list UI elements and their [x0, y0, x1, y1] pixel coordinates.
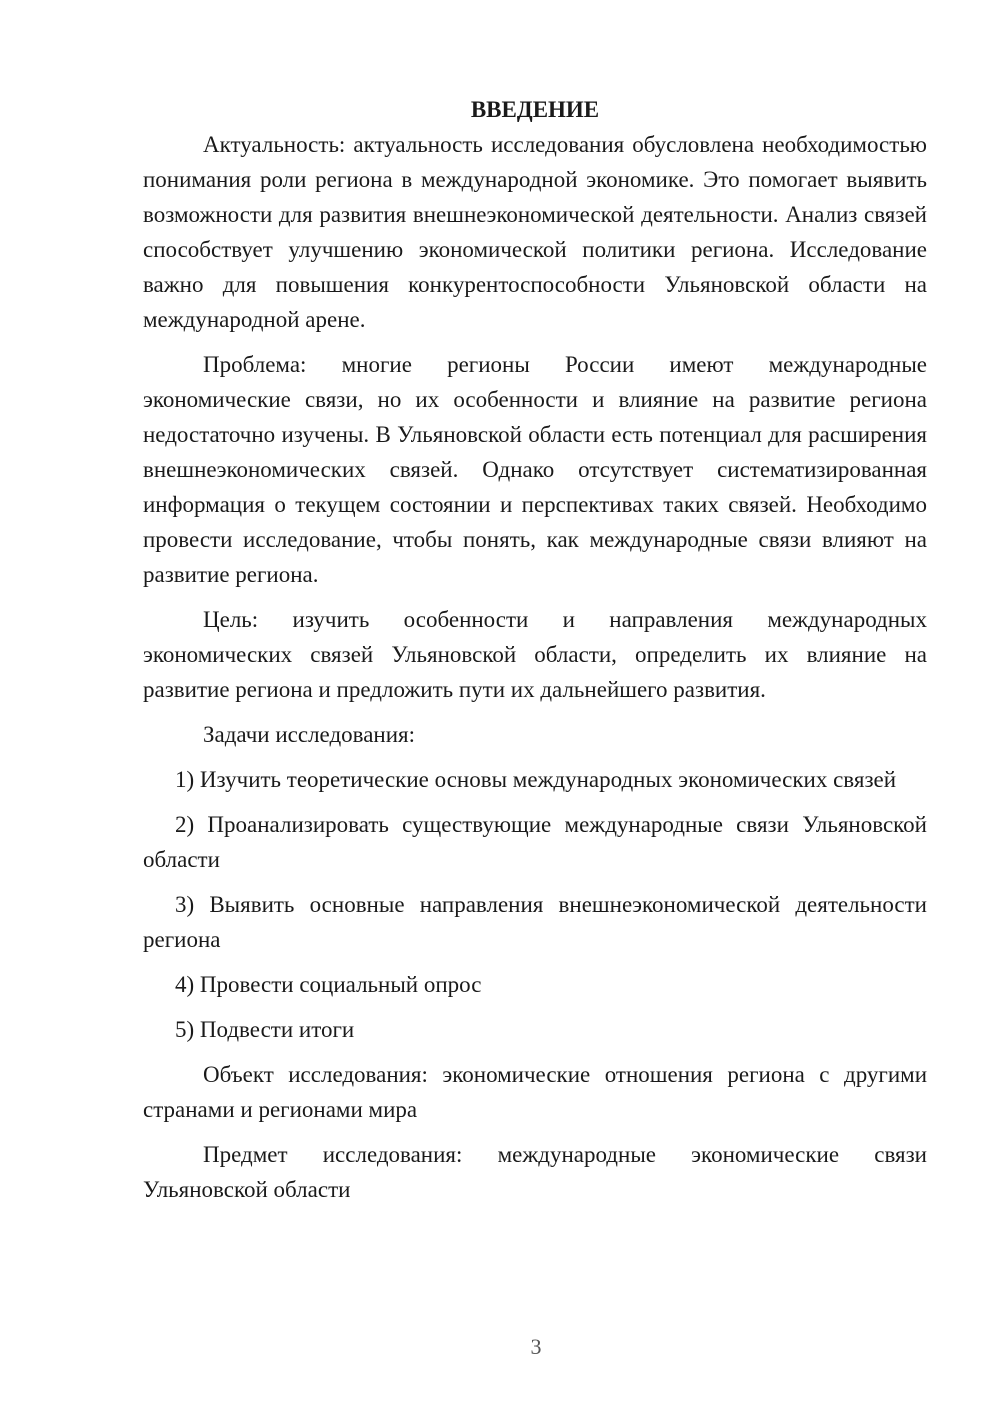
relevance-paragraph: Актуальность: актуальность исследования обусловлена необходимостью понимания роли региона в международной экономике. Это помогает выявить возможности для развития внешнеэкономической деятельности. Анализ связей способствует улучшению экономической политики региона. Исследование важно для повышения конкурентоспособности Ульяновской области на международной арене. — [143, 132, 927, 332]
list-item: 5) Подвести итоги — [175, 1017, 355, 1042]
document-body — [143, 92, 927, 1207]
goal-paragraph: Цель: изучить особенности и направления международных экономических связей Ульяновской области, определить их влияние на развитие региона и предложить пути их дальнейшего развития. — [143, 607, 927, 702]
list-item: 4) Провести социальный опрос — [175, 972, 482, 997]
subject-paragraph: Предмет исследования: международные экономические связи Ульяновской области — [143, 1142, 927, 1202]
page-title: ВВЕДЕНИЕ — [470, 97, 600, 122]
tasks-heading: Задачи исследования: — [203, 722, 416, 747]
object-paragraph: Объект исследования: экономические отношения региона с другими странами и регионами мира — [143, 1062, 927, 1122]
list-item: 3) Выявить основные направления внешнеэкономической деятельности региона — [143, 892, 927, 952]
list-item: 1) Изучить теоретические основы международных экономических связей — [175, 767, 897, 792]
page-number: 3 — [530, 1334, 542, 1359]
list-item: 2) Проанализировать существующие международные связи Ульяновской области — [143, 812, 927, 872]
problem-paragraph: Проблема: многие регионы России имеют международные экономические связи, но их особенности и влияние на развитие региона недостаточно изучены. В Ульяновской области есть потенциал для расширения внешнеэкономических связей. Однако отсутствует систематизированная информация о текущем состоянии и перспективах таких связей. Необходимо провести исследование, чтобы понять, как международные связи влияют на развитие региона. — [143, 352, 927, 587]
